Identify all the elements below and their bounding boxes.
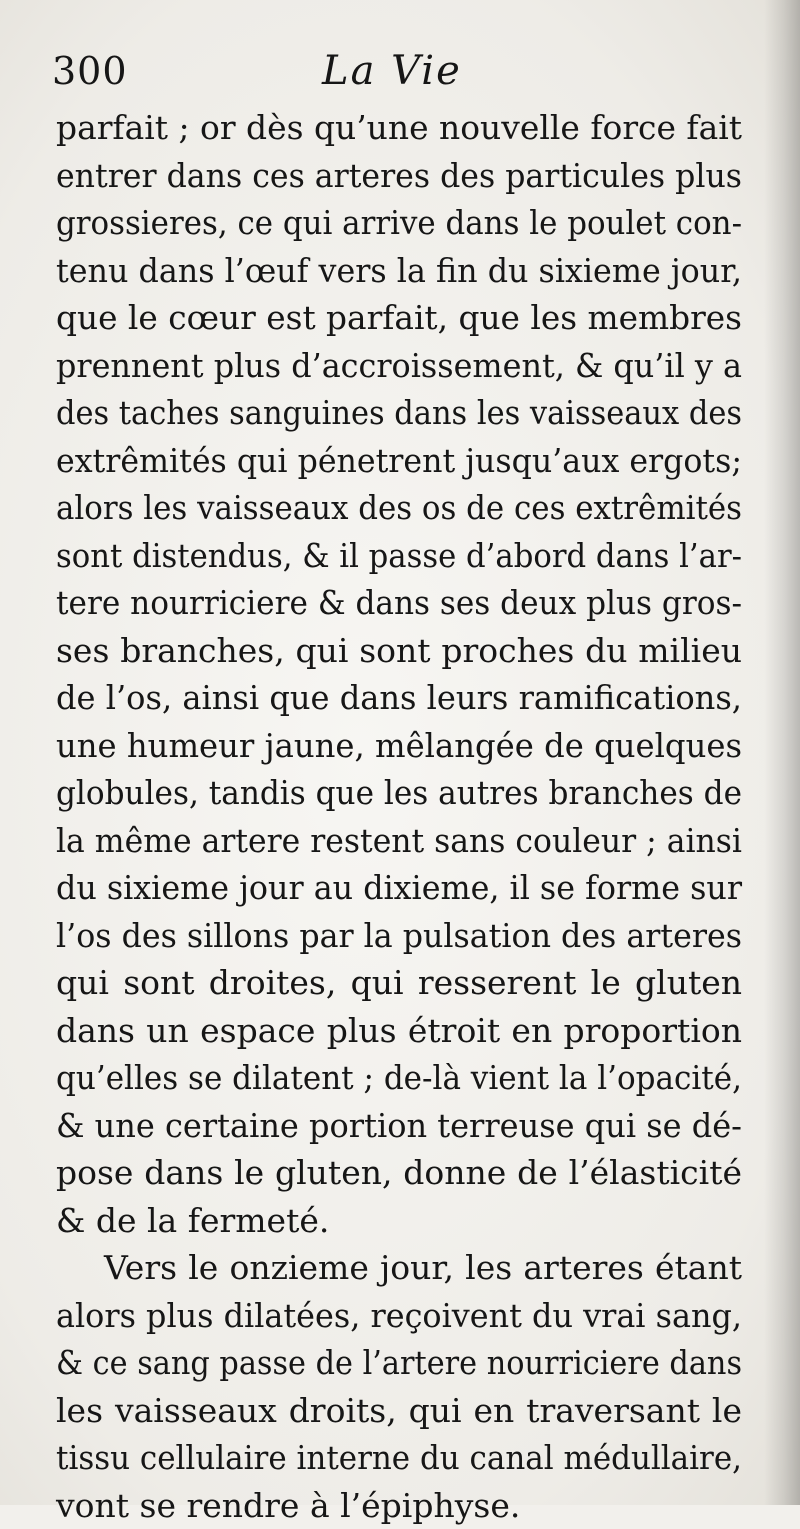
text-line-content: pose dans le gluten, donne de l’élasticité [56,1149,742,1197]
running-title: La Vie [322,44,462,98]
text-line-content: qu’elles se dilatent ; de-là vient la l’opacité, [56,1054,742,1102]
text-line-content: & de la fermeté. [56,1197,329,1245]
text-line-content: alors les vaisseaux des os de ces extrêmités [56,484,742,532]
text-line [0,1197,800,1245]
text-line [0,1339,800,1387]
text-line-content: qui sont droites, qui resserent le gluten [56,959,742,1007]
text-line [0,1007,800,1055]
text-line [0,817,800,865]
text-line-content: une humeur jaune, mêlangée de quelques [56,722,742,770]
text-line-content: les vaisseaux droits, qui en traversant le [56,1387,742,1435]
text-line [0,579,800,627]
text-line-content: du sixieme jour au dixieme, il se forme sur [56,864,742,912]
text-line-content: dans un espace plus étroit en proportion [56,1007,742,1055]
text-line-content: prennent plus d’accroissement, & qu’il y a [56,342,742,390]
text-line [0,1387,800,1435]
text-line [0,959,800,1007]
text-line [0,247,800,295]
text-line [0,294,800,342]
text-line-content: alors plus dilatées, reçoivent du vrai sang, [56,1292,742,1340]
text-line [0,532,800,580]
text-line [0,484,800,532]
text-line [0,722,800,770]
text-line-content: & ce sang passe de l’artere nourriciere dans [56,1339,742,1387]
text-line-content: de l’os, ainsi que dans leurs ramifications, [56,674,742,722]
running-head [0,44,800,98]
text-line-content: la même artere restent sans couleur ; ainsi [56,817,742,865]
text-line-content: tenu dans l’œuf vers la fin du sixieme jour, [56,247,742,295]
text-line [0,912,800,960]
text-line-content: vont se rendre à l’épiphyse. [56,1482,520,1529]
text-line-content: ses branches, qui sont proches du milieu [56,627,742,675]
text-line [0,1292,800,1340]
text-line-content: extrêmités qui pénetrent jusqu’aux ergots; [56,437,742,485]
text-line-content: que le cœur est parfait, que les membres [56,294,742,342]
text-line-content: l’os des sillons par la pulsation des arteres [56,912,742,960]
text-line [0,342,800,390]
text-line-content: parfait ; or dès qu’une nouvelle force fait [56,104,742,152]
text-line [0,389,800,437]
text-line [0,152,800,200]
body-text [0,104,800,1529]
text-line [0,769,800,817]
text-line [0,1149,800,1197]
text-line-content: tissu cellulaire interne du canal médullaire, [56,1434,742,1482]
page-number: 300 [52,44,128,98]
text-line [0,864,800,912]
text-line [0,199,800,247]
text-line-content: sont distendus, & il passe d’abord dans l’ar- [56,532,742,580]
text-line-content: entrer dans ces arteres des particules plus [56,152,742,200]
text-line-content: grossieres, ce qui arrive dans le poulet con- [56,199,742,247]
text-line-content: & une certaine portion terreuse qui se dé- [56,1102,742,1150]
text-line-content: des taches sanguines dans les vaisseaux des [56,389,742,437]
text-line [0,1102,800,1150]
text-line [0,104,800,152]
text-line [0,674,800,722]
text-line-content: globules, tandis que les autres branches de [56,769,742,817]
text-line [0,627,800,675]
text-line [0,1054,800,1102]
text-line [0,1482,800,1529]
text-line [0,437,800,485]
text-line [0,1434,800,1482]
text-line [0,1244,800,1292]
text-line-content: Vers le onzieme jour, les arteres étant [104,1244,742,1292]
text-line-content: tere nourriciere & dans ses deux plus gros- [56,579,742,627]
